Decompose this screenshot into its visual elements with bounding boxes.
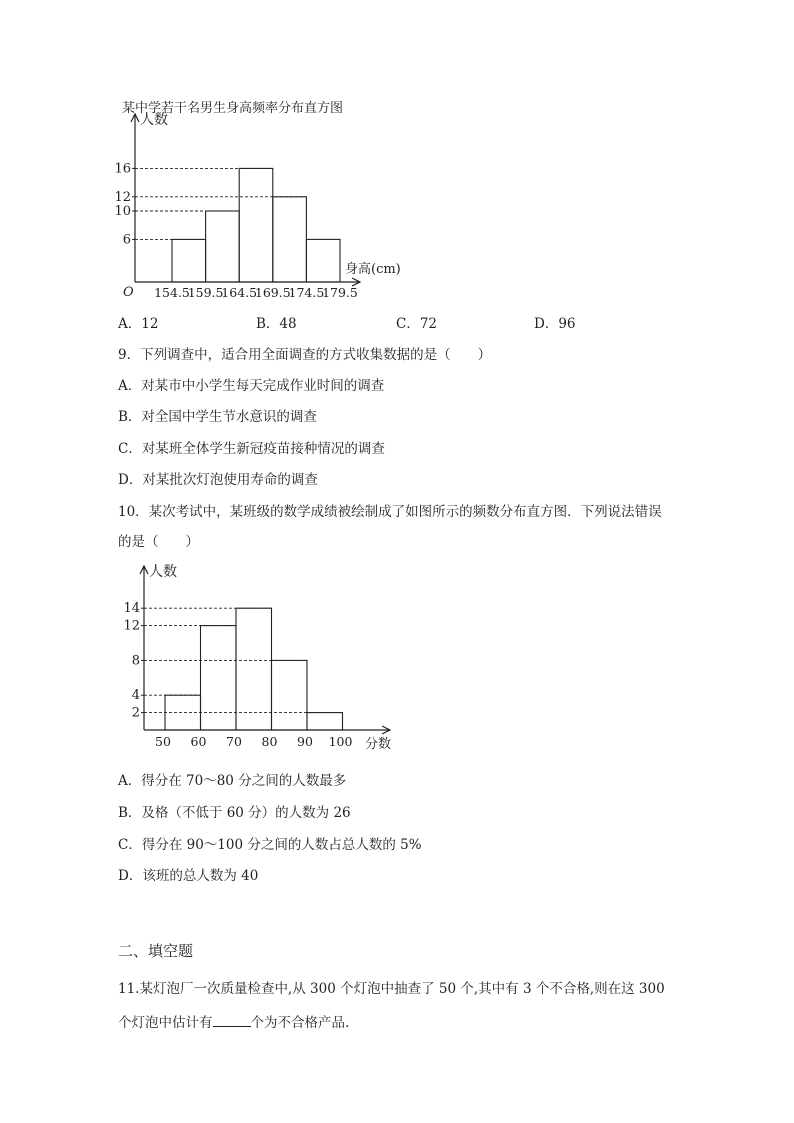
x-tick-label: 169.5	[254, 285, 291, 300]
y-tick-label: 10	[114, 204, 131, 219]
q11-line2-after: 个为不合格产品.	[250, 1015, 350, 1031]
x-axis-label: 分数	[365, 737, 392, 752]
q10-stem-line1: 10．某次考试中，某班级的数学成绩被绘制成了如图所示的频数分布直方图．下列说法错误	[118, 504, 662, 520]
histogram-bar	[306, 239, 340, 282]
x-tick-label: 80	[261, 734, 278, 749]
q9-option-c[interactable]: C．对某班全体学生新冠疫苗接种情况的调查	[118, 441, 385, 457]
y-tick-label: 16	[114, 161, 131, 177]
q8-options	[118, 312, 738, 330]
y-tick-label: 12	[123, 618, 140, 634]
q11-line1: 11.某灯泡厂一次质量检查中,从 300 个灯泡中抽查了 50 个,其中有 3 个不合格,则在这 300	[118, 981, 665, 997]
q9-option-b[interactable]: B．对全国中学生节水意识的调查	[118, 409, 317, 425]
y-tick-label: 6	[122, 232, 131, 248]
x-tick-label: 154.5	[154, 285, 190, 300]
q10-option-a[interactable]: A．得分在 70～80 分之间的人数最多	[118, 773, 347, 789]
chart-title: 某中学若干名男生身高频率分布直方图	[122, 101, 344, 116]
y-tick-label: 14	[123, 601, 140, 617]
y-tick-label: 4	[131, 688, 140, 704]
y-tick-label: 2	[131, 705, 140, 721]
score-histogram	[110, 560, 410, 760]
histogram-bar	[273, 197, 307, 282]
q11-line2	[118, 1011, 349, 1031]
q10-option-b[interactable]: B．及格（不低于 60 分）的人数为 26	[118, 805, 351, 821]
q8-option-b[interactable]: B．48	[256, 316, 297, 332]
histogram-bar	[239, 168, 273, 282]
x-tick-label: 50	[155, 734, 171, 749]
q11-answer-blank[interactable]	[213, 1014, 251, 1027]
q8-option-a[interactable]: A．12	[118, 316, 159, 332]
q9-option-a[interactable]: A．对某市中小学生每天完成作业时间的调查	[118, 378, 385, 394]
height-histogram	[110, 96, 410, 306]
y-axis-label: 人数	[140, 112, 168, 128]
histogram-bar	[272, 660, 308, 730]
x-tick-label: 70	[226, 734, 242, 749]
q8-option-c[interactable]: C．72	[396, 316, 438, 332]
origin-label: O	[123, 285, 134, 300]
q10-option-c[interactable]: C．得分在 90～100 分之间的人数占总人数的 5%	[118, 837, 422, 853]
q9-option-d[interactable]: D．对某批次灯泡使用寿命的调查	[118, 472, 318, 488]
x-tick-label: 159.5	[187, 285, 224, 300]
histogram-bar	[201, 626, 237, 730]
q9-stem: 9．下列调查中，适合用全面调查的方式收集数据的是（ ）	[118, 347, 492, 363]
x-tick-label: 60	[190, 734, 207, 749]
x-axis-label: 身高(cm)	[345, 262, 401, 277]
x-tick-label: 100	[328, 734, 353, 749]
histogram-bar	[307, 713, 343, 730]
q11-line2-before: 个灯泡中估计有	[118, 1015, 213, 1031]
q10-option-d[interactable]: D．该班的总人数为 40	[118, 868, 259, 884]
x-tick-label: 174.5	[288, 285, 325, 300]
x-tick-label: 90	[297, 734, 313, 749]
y-tick-label: 12	[114, 189, 131, 205]
histogram-bar	[172, 239, 206, 282]
q8-option-d[interactable]: D．96	[534, 316, 576, 332]
y-tick-label: 8	[131, 653, 140, 669]
y-axis-label: 人数	[149, 564, 177, 580]
x-tick-label: 164.5	[221, 285, 258, 300]
histogram-bar	[206, 211, 240, 282]
histogram-bar	[236, 608, 272, 730]
x-tick-label: 179.5	[322, 285, 358, 300]
q10-stem-line2: 的是（ ）	[118, 534, 199, 550]
section-title: 二、填空题	[118, 942, 194, 960]
